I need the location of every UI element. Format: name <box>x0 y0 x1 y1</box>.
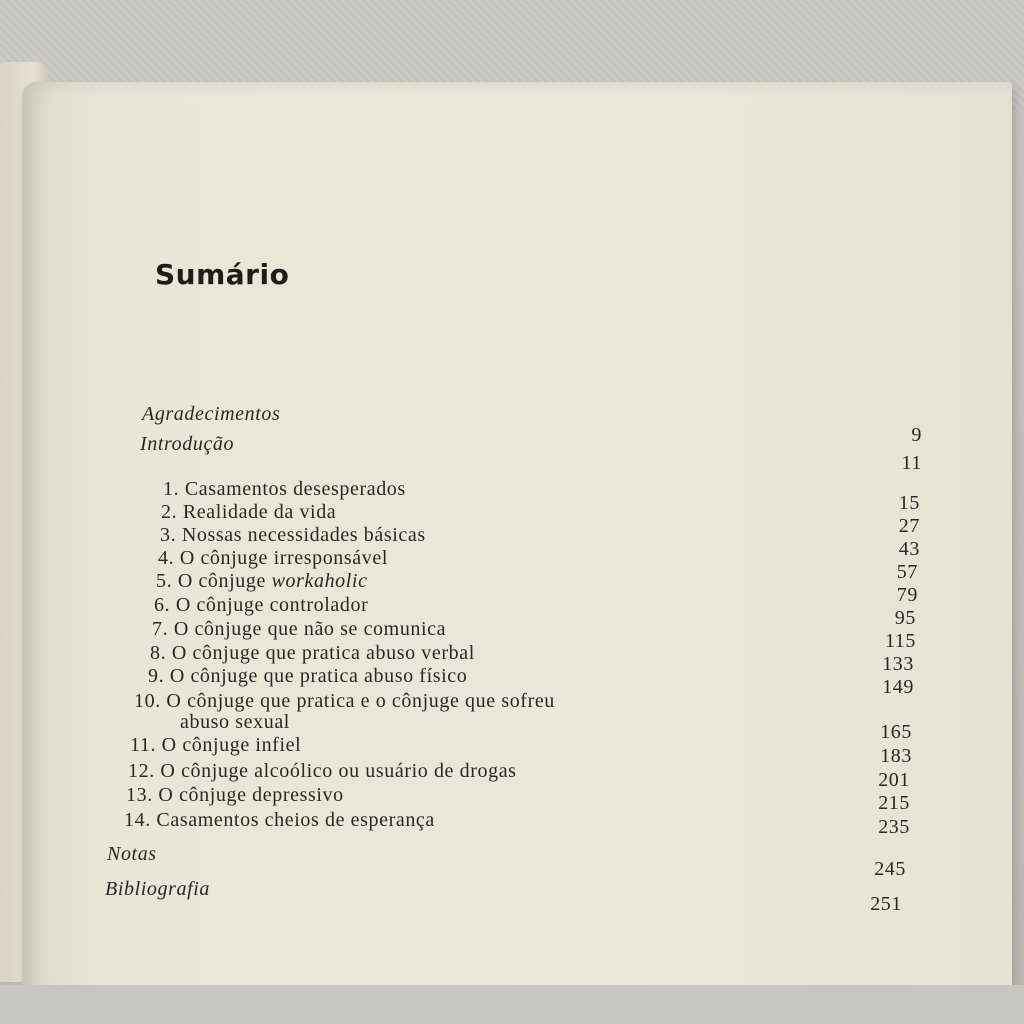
page-title: Sumário <box>155 258 290 291</box>
toc-chapter-10: 10. O cônjuge que pratica e o cônjuge que sofreu <box>134 690 555 712</box>
toc-back-bibliografia-page: 251 <box>870 893 902 915</box>
toc-chapter-7: 7. O cônjuge que não se comunica <box>152 618 447 640</box>
toc-back-notas: Notas <box>107 843 157 865</box>
toc-chapter-9: 9. O cônjuge que pratica abuso físico <box>148 665 468 687</box>
toc-chapter-13: 13. O cônjuge depressivo <box>126 784 344 806</box>
toc-back-bibliografia: Bibliografia <box>105 878 210 900</box>
toc-chapter-8-page: 133 <box>882 653 914 675</box>
toc-chapter-8: 8. O cônjuge que pratica abuso verbal <box>150 642 475 664</box>
toc-chapter-9-page: 149 <box>882 676 914 698</box>
toc-chapter-3: 3. Nossas necessidades básicas <box>160 524 426 546</box>
toc-front-introducao-page: 11 <box>901 452 922 474</box>
toc-chapter-11: 11. O cônjuge infiel <box>130 734 302 756</box>
toc-chapter-5-page: 79 <box>896 584 918 606</box>
toc-chapter-6-page: 95 <box>894 607 916 629</box>
toc-chapter-4: 4. O cônjuge irresponsável <box>158 547 388 569</box>
toc-chapter-7-page: 115 <box>884 630 916 652</box>
toc-front-introducao: Introdução <box>140 433 235 455</box>
toc-chapter-13-page: 215 <box>878 792 910 814</box>
toc-front-agradecimentos-page: 9 <box>911 424 922 446</box>
toc-chapter-1-page: 15 <box>898 492 920 514</box>
toc-chapter-11-page: 183 <box>880 745 912 767</box>
toc-chapter-12: 12. O cônjuge alcoólico ou usuário de drogas <box>128 760 517 782</box>
toc-chapter-1: 1. Casamentos desesperados <box>163 478 406 500</box>
toc-chapter-12-page: 201 <box>878 769 910 791</box>
toc-chapter-2: 2. Realidade da vida <box>161 501 337 523</box>
toc-chapter-14-page: 235 <box>878 816 910 838</box>
toc-front-agradecimentos: Agradecimentos <box>142 403 281 425</box>
toc-chapter-2-page: 27 <box>898 515 920 537</box>
toc-chapter-6: 6. O cônjuge controlador <box>154 594 369 616</box>
toc-chapter-3-page: 43 <box>898 538 920 560</box>
toc-chapter-10-page: 165 <box>880 721 912 743</box>
toc-chapter-4-page: 57 <box>896 561 918 583</box>
toc-chapter-5: 5. O cônjuge workaholic <box>156 570 368 592</box>
toc-back-notas-page: 245 <box>874 858 906 880</box>
toc-chapter-10-cont: abuso sexual <box>180 711 290 733</box>
toc-chapter-14: 14. Casamentos cheios de esperança <box>124 809 435 831</box>
